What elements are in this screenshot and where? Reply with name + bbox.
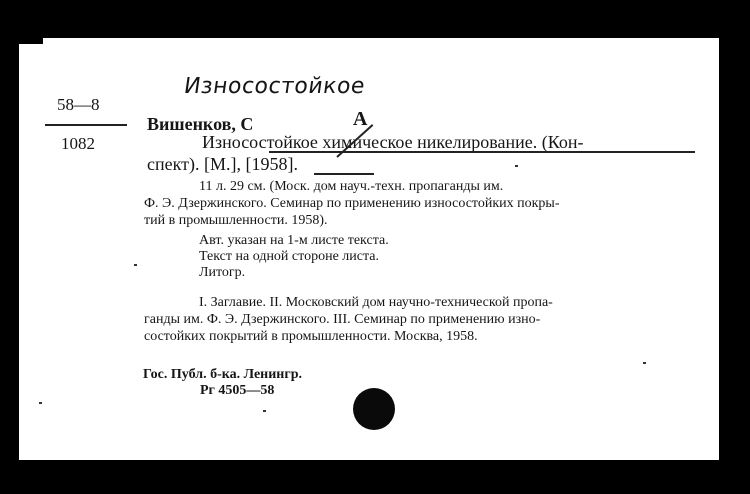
ink-speck: [515, 165, 518, 167]
description-line: тий в промышленности. 1958).: [144, 213, 328, 228]
description-line: 11 л. 29 см. (Моск. дом науч.-техн. пропаганды им.: [199, 179, 504, 194]
ink-speck: [134, 264, 137, 266]
handwritten-subject-heading: Износостойкое: [182, 74, 367, 99]
description-note: Текст на одной стороне листа.: [199, 249, 379, 264]
tracing-line: ганды им. Ф. Э. Дзержинского. III. Семинар по применению изно-: [144, 312, 541, 327]
ink-speck: [643, 362, 646, 364]
ink-speck: [39, 402, 42, 404]
call-number-bottom: 1082: [61, 134, 95, 153]
title-underline: [269, 151, 695, 153]
title-line-2: спект). [М.], [1958].: [147, 154, 298, 174]
call-number-divider: [45, 124, 127, 126]
title-line-1: Износостойкое химическое никелирование. (Кон-: [202, 132, 584, 152]
ink-speck: [263, 410, 266, 412]
catalog-card: [19, 38, 719, 460]
year-underline: [314, 173, 374, 175]
library-name: Гос. Публ. б-ка. Ленингр.: [143, 367, 303, 382]
card-corner-notch: [19, 38, 43, 44]
description-note: Авт. указан на 1-м листе текста.: [199, 233, 389, 248]
tracing-line: состойких покрытий в промышленности. Москва, 1958.: [144, 329, 478, 344]
author-mark: А: [353, 108, 368, 130]
ink-blot: [353, 388, 395, 430]
description-note: Литогр.: [199, 265, 246, 280]
tracing-line: I. Заглавие. II. Московский дом научно-технической пропа-: [199, 295, 553, 310]
call-number-top: 58—8: [57, 95, 100, 114]
library-accession-number: Рг 4505—58: [200, 383, 275, 398]
author-name: Вишенков, С: [147, 114, 254, 134]
description-line: Ф. Э. Дзержинского. Семинар по применению износостойких покры-: [144, 196, 560, 211]
